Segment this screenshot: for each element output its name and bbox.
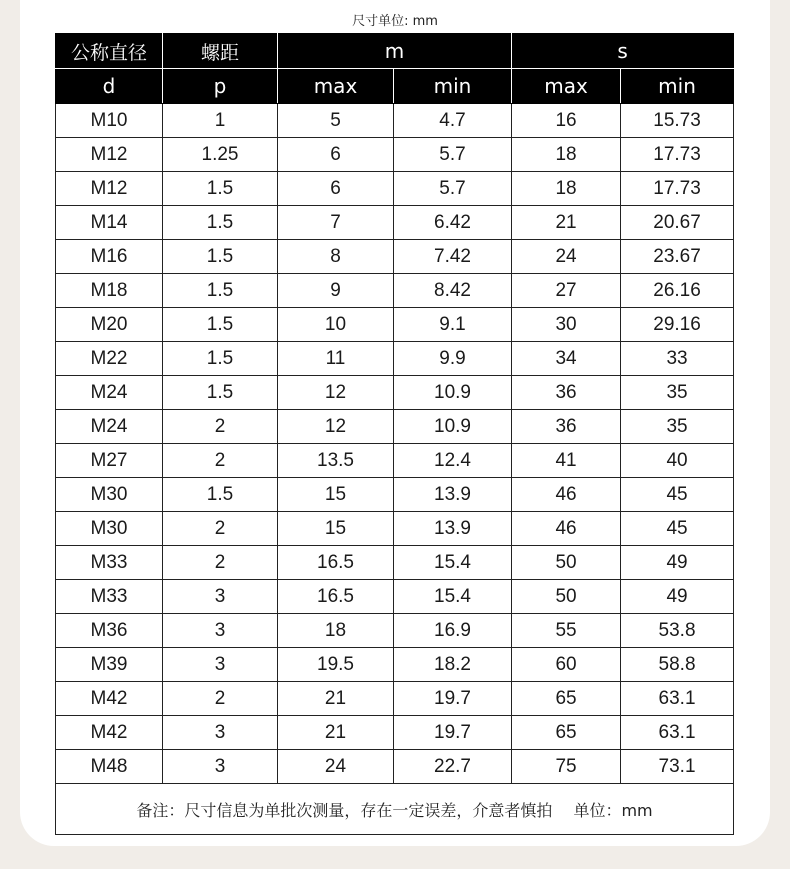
cell-s-min: 23.67	[621, 240, 734, 274]
cell-m-min: 10.9	[394, 410, 512, 444]
header-p: p	[163, 69, 278, 104]
cell-s-max: 65	[512, 682, 621, 716]
cell-m-min: 12.4	[394, 444, 512, 478]
header-pitch: 螺距	[163, 34, 278, 69]
cell-p: 1.5	[163, 478, 278, 512]
cell-p: 2	[163, 512, 278, 546]
cell-s-max: 46	[512, 512, 621, 546]
cell-s-min: 33	[621, 342, 734, 376]
cell-s-min: 35	[621, 410, 734, 444]
cell-d: M16	[56, 240, 163, 274]
cell-d: M24	[56, 376, 163, 410]
cell-d: M20	[56, 308, 163, 342]
cell-m-min: 13.9	[394, 512, 512, 546]
cell-d: M12	[56, 138, 163, 172]
cell-m-max: 6	[278, 172, 394, 206]
cell-d: M14	[56, 206, 163, 240]
cell-s-min: 63.1	[621, 682, 734, 716]
cell-s-max: 50	[512, 580, 621, 614]
cell-p: 1.5	[163, 172, 278, 206]
cell-m-max: 10	[278, 308, 394, 342]
table-row	[56, 648, 734, 682]
cell-s-max: 36	[512, 410, 621, 444]
table-row	[56, 682, 734, 716]
cell-m-max: 12	[278, 376, 394, 410]
cell-d: M33	[56, 546, 163, 580]
table-header	[56, 34, 734, 104]
cell-p: 1.5	[163, 342, 278, 376]
cell-m-max: 15	[278, 478, 394, 512]
table-row	[56, 546, 734, 580]
cell-s-max: 18	[512, 138, 621, 172]
cell-d: M30	[56, 478, 163, 512]
cell-s-max: 60	[512, 648, 621, 682]
cell-s-max: 46	[512, 478, 621, 512]
cell-m-max: 19.5	[278, 648, 394, 682]
table-row	[56, 410, 734, 444]
cell-s-max: 21	[512, 206, 621, 240]
cell-d: M42	[56, 716, 163, 750]
cell-s-min: 17.73	[621, 138, 734, 172]
cell-m-min: 7.42	[394, 240, 512, 274]
cell-m-min: 5.7	[394, 172, 512, 206]
footnote: 备注：尺寸信息为单批次测量，存在一定误差，介意者慎拍 单位：mm	[56, 784, 734, 835]
cell-d: M24	[56, 410, 163, 444]
cell-m-min: 6.42	[394, 206, 512, 240]
cell-m-min: 9.1	[394, 308, 512, 342]
header-s: s	[512, 34, 734, 69]
cell-m-max: 15	[278, 512, 394, 546]
header-m-max: max	[278, 69, 394, 104]
table-row	[56, 274, 734, 308]
cell-s-max: 50	[512, 546, 621, 580]
table-row	[56, 138, 734, 172]
cell-p: 3	[163, 648, 278, 682]
cell-m-min: 10.9	[394, 376, 512, 410]
table-row	[56, 614, 734, 648]
footnote-row	[56, 784, 734, 835]
cell-s-min: 45	[621, 478, 734, 512]
cell-m-max: 7	[278, 206, 394, 240]
cell-s-min: 17.73	[621, 172, 734, 206]
cell-m-max: 6	[278, 138, 394, 172]
header-row-top	[56, 34, 734, 69]
cell-m-max: 18	[278, 614, 394, 648]
table-row	[56, 172, 734, 206]
cell-s-max: 24	[512, 240, 621, 274]
cell-s-min: 40	[621, 444, 734, 478]
cell-s-min: 45	[621, 512, 734, 546]
cell-s-min: 53.8	[621, 614, 734, 648]
cell-d: M18	[56, 274, 163, 308]
cell-m-min: 4.7	[394, 104, 512, 138]
table-row	[56, 750, 734, 784]
cell-s-min: 73.1	[621, 750, 734, 784]
cell-m-min: 5.7	[394, 138, 512, 172]
cell-d: M36	[56, 614, 163, 648]
cell-p: 2	[163, 410, 278, 444]
cell-m-min: 15.4	[394, 546, 512, 580]
cell-s-max: 36	[512, 376, 621, 410]
cell-s-min: 35	[621, 376, 734, 410]
cell-s-max: 18	[512, 172, 621, 206]
table-row	[56, 240, 734, 274]
cell-s-max: 34	[512, 342, 621, 376]
cell-d: M33	[56, 580, 163, 614]
cell-m-max: 16.5	[278, 546, 394, 580]
cell-p: 1.5	[163, 240, 278, 274]
header-m-min: min	[394, 69, 512, 104]
cell-m-min: 8.42	[394, 274, 512, 308]
cell-p: 1.5	[163, 274, 278, 308]
cell-m-min: 13.9	[394, 478, 512, 512]
table-row	[56, 580, 734, 614]
cell-m-max: 5	[278, 104, 394, 138]
table-row	[56, 478, 734, 512]
header-row-sub	[56, 69, 734, 104]
cell-s-min: 49	[621, 580, 734, 614]
cell-s-min: 58.8	[621, 648, 734, 682]
cell-p: 3	[163, 750, 278, 784]
table-row	[56, 104, 734, 138]
cell-s-max: 41	[512, 444, 621, 478]
cell-m-min: 18.2	[394, 648, 512, 682]
table-body	[56, 104, 734, 835]
cell-m-max: 21	[278, 716, 394, 750]
cell-p: 1	[163, 104, 278, 138]
cell-s-min: 20.67	[621, 206, 734, 240]
cell-s-max: 16	[512, 104, 621, 138]
cell-s-max: 30	[512, 308, 621, 342]
table-row	[56, 716, 734, 750]
cell-d: M27	[56, 444, 163, 478]
cell-p: 1.5	[163, 376, 278, 410]
cell-s-min: 63.1	[621, 716, 734, 750]
cell-m-max: 12	[278, 410, 394, 444]
cell-p: 1.5	[163, 308, 278, 342]
cell-p: 2	[163, 546, 278, 580]
cell-m-max: 13.5	[278, 444, 394, 478]
cell-m-min: 22.7	[394, 750, 512, 784]
cell-m-max: 24	[278, 750, 394, 784]
cell-s-min: 26.16	[621, 274, 734, 308]
cell-s-max: 65	[512, 716, 621, 750]
cell-s-min: 15.73	[621, 104, 734, 138]
cell-d: M12	[56, 172, 163, 206]
cell-d: M30	[56, 512, 163, 546]
cell-p: 1.5	[163, 206, 278, 240]
cell-m-max: 9	[278, 274, 394, 308]
cell-m-max: 21	[278, 682, 394, 716]
cell-s-min: 29.16	[621, 308, 734, 342]
cell-m-max: 16.5	[278, 580, 394, 614]
cell-s-max: 75	[512, 750, 621, 784]
cell-s-max: 55	[512, 614, 621, 648]
header-s-min: min	[621, 69, 734, 104]
cell-d: M10	[56, 104, 163, 138]
table-row	[56, 206, 734, 240]
header-nominal-diameter: 公称直径	[56, 34, 163, 69]
cell-s-max: 27	[512, 274, 621, 308]
cell-m-min: 15.4	[394, 580, 512, 614]
header-m: m	[278, 34, 512, 69]
cell-d: M48	[56, 750, 163, 784]
cell-p: 3	[163, 716, 278, 750]
cell-d: M42	[56, 682, 163, 716]
cell-s-min: 49	[621, 546, 734, 580]
table-row	[56, 342, 734, 376]
table-row	[56, 512, 734, 546]
unit-note: 尺寸单位: mm	[352, 14, 438, 29]
cell-m-min: 19.7	[394, 682, 512, 716]
spec-table	[55, 33, 734, 835]
cell-m-max: 11	[278, 342, 394, 376]
cell-d: M39	[56, 648, 163, 682]
cell-p: 2	[163, 444, 278, 478]
cell-m-min: 9.9	[394, 342, 512, 376]
cell-m-min: 16.9	[394, 614, 512, 648]
cell-p: 3	[163, 614, 278, 648]
cell-m-min: 19.7	[394, 716, 512, 750]
cell-m-max: 8	[278, 240, 394, 274]
cell-p: 1.25	[163, 138, 278, 172]
header-s-max: max	[512, 69, 621, 104]
table-row	[56, 308, 734, 342]
header-d: d	[56, 69, 163, 104]
cell-d: M22	[56, 342, 163, 376]
table-row	[56, 376, 734, 410]
table-row	[56, 444, 734, 478]
cell-p: 2	[163, 682, 278, 716]
cell-p: 3	[163, 580, 278, 614]
